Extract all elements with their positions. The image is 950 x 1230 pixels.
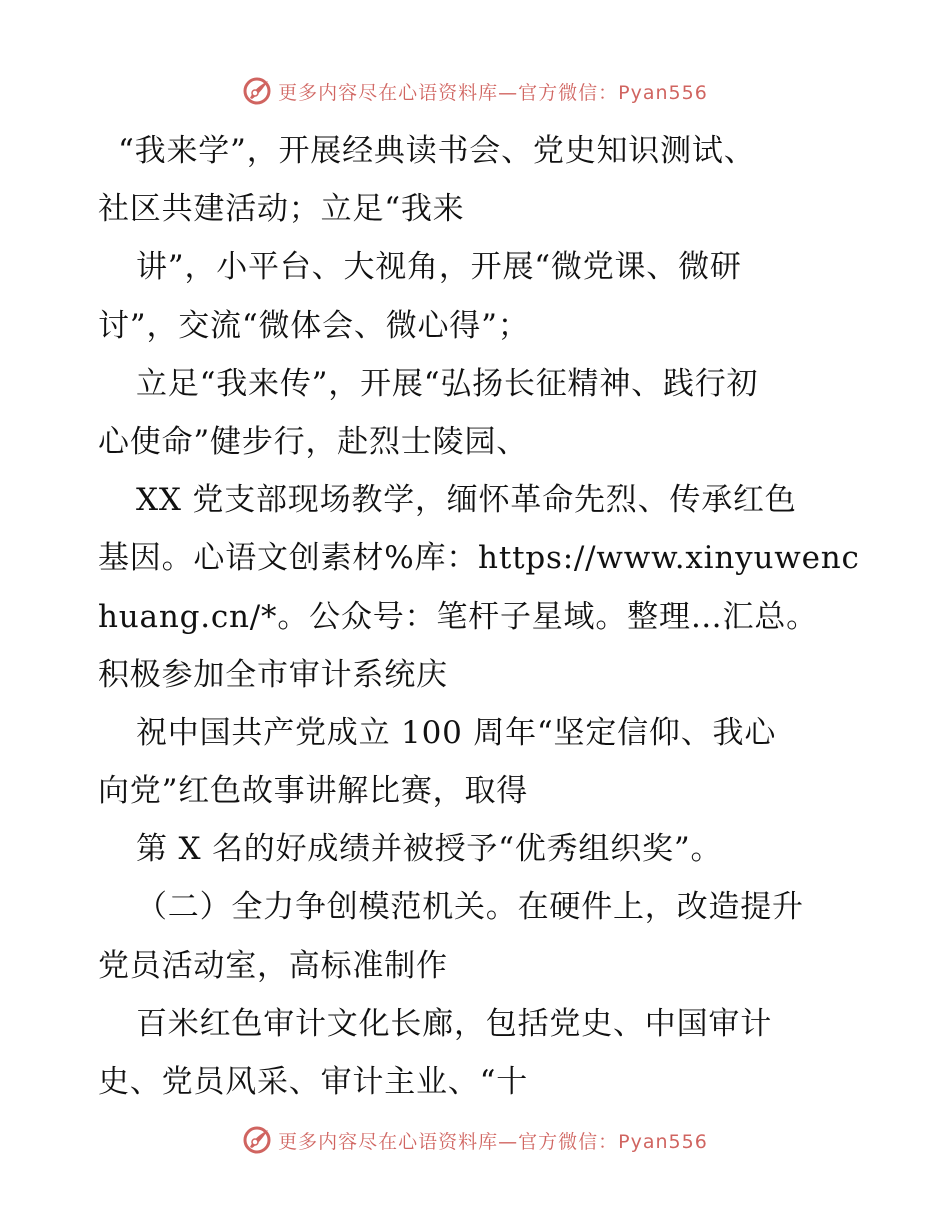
body-line: 祝中国共产党成立 100 周年“坚定信仰、我心 <box>136 714 777 751</box>
body-line: 社区共建活动；立足“我来 <box>98 191 465 228</box>
footer-banner-text: 更多内容尽在心语资料库—官方微信：Pyan556 <box>278 1130 708 1153</box>
body-line: 史、党员风采、审计主业、“十 <box>98 1064 529 1100</box>
body-line: 心使命”健步行，赴烈士陵园、 <box>98 423 529 460</box>
body-line: 讲”，小平台、大视角，开展“微党课、微研 <box>136 249 742 286</box>
header-banner-text: 更多内容尽在心语资料库—官方微信：Pyan556 <box>278 81 708 104</box>
document-body <box>98 122 858 1111</box>
body-line: 讨”，交流“微体会、微心得”； <box>98 307 530 344</box>
body-line: 党员活动室，高标准制作 <box>98 947 448 984</box>
body-line: 积极参加全市审计系统庆 <box>98 656 448 693</box>
body-line: （二）全力争创模范机关。在硬件上，改造提升 <box>136 889 804 926</box>
body-line: 向党”红色故事讲解比赛，取得 <box>98 773 529 810</box>
body-line: huang.cn/*。公众号：笔杆子星域。整理…汇总。 <box>98 598 818 635</box>
body-line: XX 党支部现场教学，缅怀革命先烈、传承红色 <box>136 482 797 519</box>
body-line: 基因。心语文创素材%库：https://www.xinyuwenc <box>98 540 860 577</box>
header-banner <box>0 71 950 111</box>
feather-seal-icon <box>242 1125 272 1155</box>
feather-seal-icon <box>242 76 272 106</box>
body-line: 立足“我来传”，开展“弘扬长征精神、践行初 <box>136 365 759 402</box>
footer-banner <box>0 1120 950 1160</box>
body-line: “我来学”，开展经典读书会、党史知识测试、 <box>118 133 756 169</box>
body-line: 百米红色审计文化长廊，包括党史、中国审计 <box>136 1005 772 1042</box>
body-line: 第 X 名的好成绩并被授予“优秀组织奖”。 <box>136 831 723 868</box>
